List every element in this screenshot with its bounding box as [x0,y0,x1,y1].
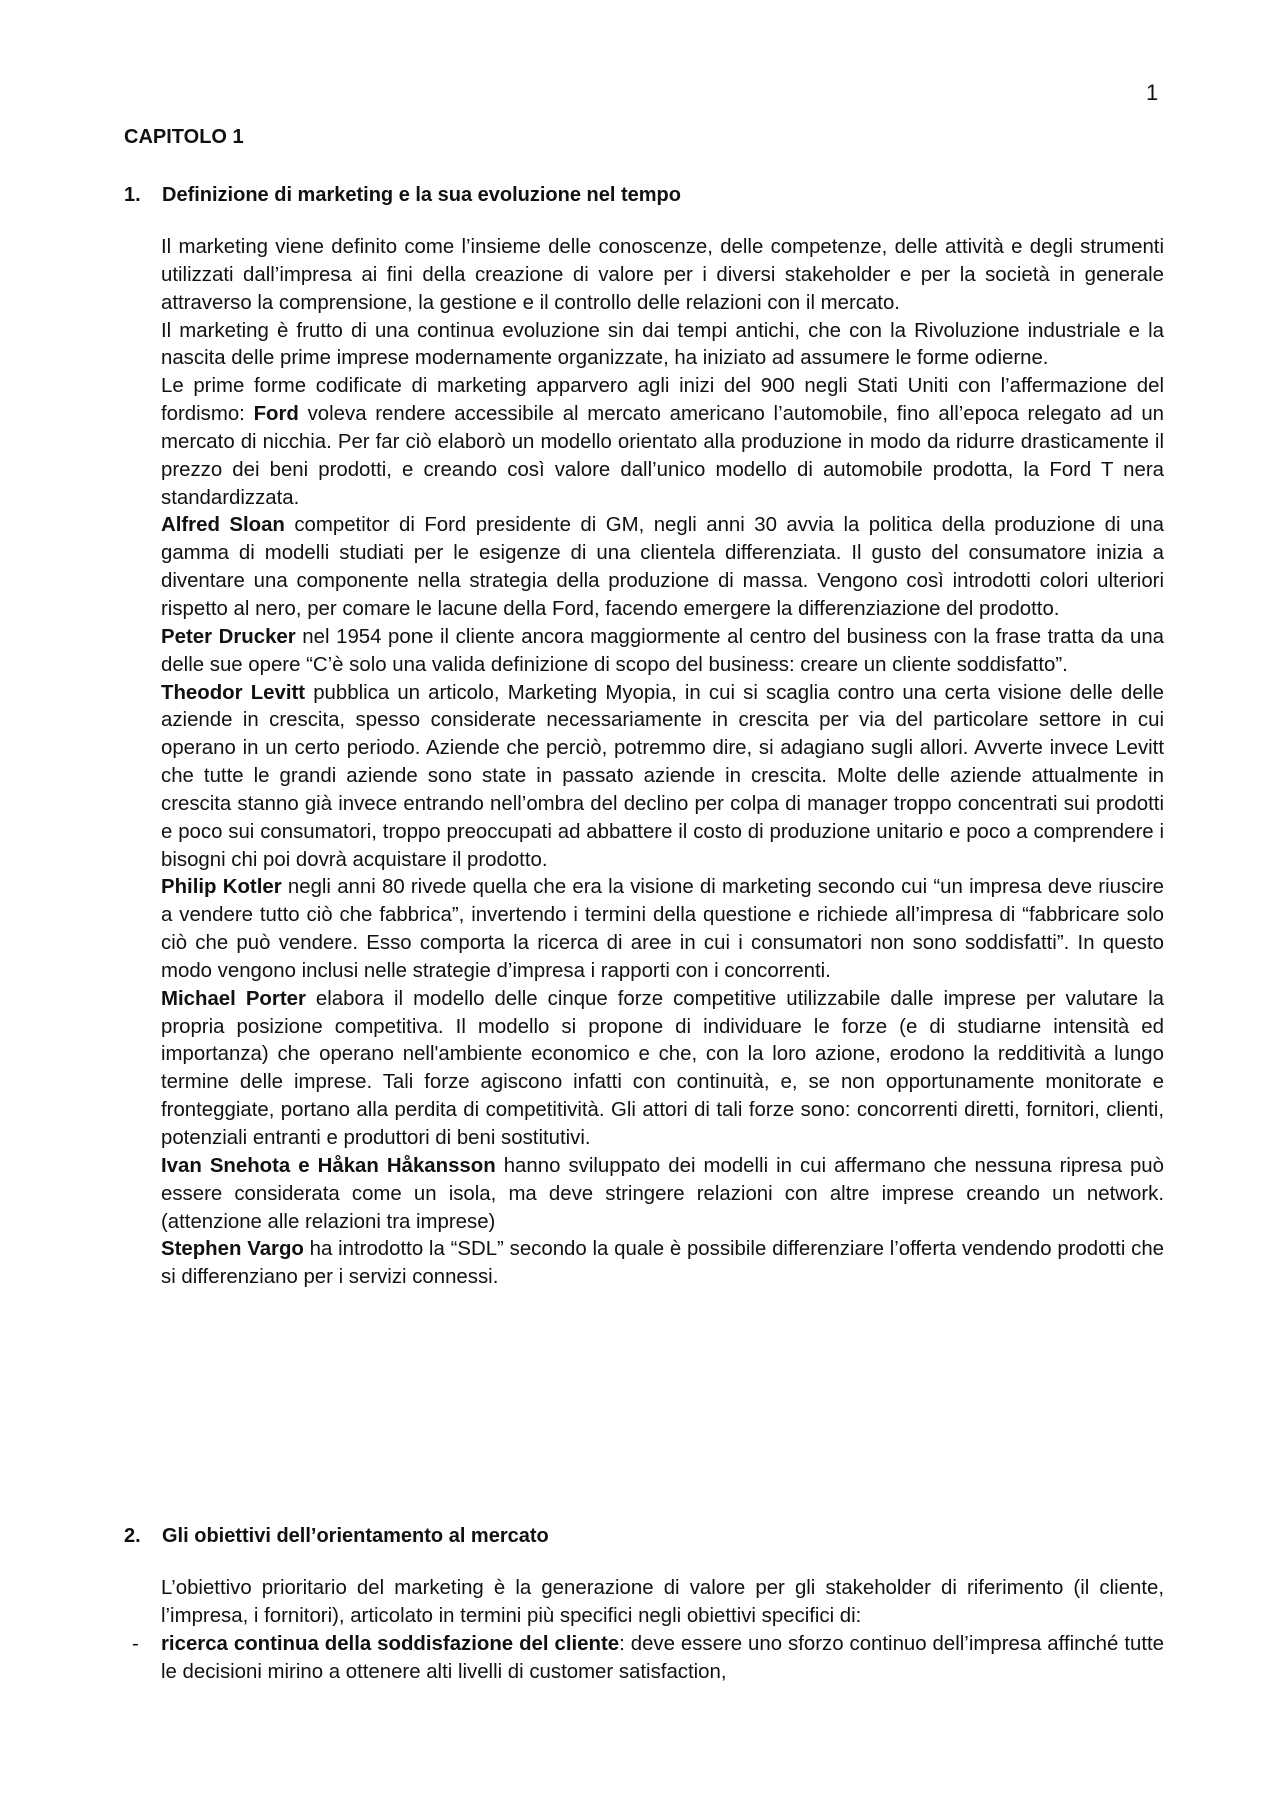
paragraph-text: competitor di Ford presidente di GM, negli anni 30 avvia la politica della produzione di una gamma di modelli studiati per le esigenze di una clientela differenziata. Il gusto del consumatore inizia a diventare una componente nella strategia della produzione di massa. Vengono così introdotti colori ulteriori rispetto al nero, per comare le lacune della Ford, facendo emergere la differenziazione del prodotto. [161,514,1164,620]
objectives-list [132,1631,1164,1687]
section-body-2 [132,1575,1164,1686]
section-body-1 [161,234,1164,1292]
bold-name-ford: Ford [253,403,299,426]
paragraph-text: Le prime forme codificate di marketing apparvero agli inizi del 900 negli Stati Uniti con l’affermazione del fordismo: [161,375,1164,426]
section-heading-2 [124,1523,549,1549]
dash-bullet-icon: - [132,1632,139,1655]
paragraph-text: hanno sviluppato dei modelli in cui affermano che nessuna ripresa può essere considerata come un isola, ma deve stringere relazioni con altre imprese creando un network. (attenzione alle relazioni tra imprese) [161,1154,1164,1233]
paragraph-text: voleva rendere accessibile al mercato americano l’automobile, fino all’epoca relegato ad un mercato di nicchia. Per far ciò elaborò un modello orientato alla produzione in modo da ridurre drasticamente il prezzo dei beni prodotti, e creando così valore dall’unico modello di automobile prodotta, la Ford T nera standardizzata. [161,403,1164,509]
paragraph-text: pubblica un articolo, Marketing Myopia, in cui si scaglia contro una certa visione delle delle aziende in crescita, spesso considerate necessariamente in crescita per via del particolare settore in cui operano in un certo periodo. Aziende che perciò, potremmo dire, si adagiano sugli allori. Avverte invece Levitt che tutte le grandi aziende sono state in passato aziende in crescita. Molte delle aziende attualmente in crescita stanno già invece entrando nell’ombra del declino per colpa di manager troppo concentrati sui prodotti e poco sui consumatori, troppo preoccupati ad abbattere il costo di produzione unitario e poco a comprendere i bisogni chi poi dovrà acquistare il prodotto. [161,681,1164,871]
section-heading-1 [124,182,681,208]
bold-term: ricerca continua della soddisfazione del cliente [161,1632,620,1655]
paragraph-porter [161,986,1164,1153]
chapter-title: CAPITOLO 1 [124,126,244,148]
paragraph-snehota-hakansson [161,1153,1164,1237]
paragraph-sloan [161,512,1164,623]
paragraph-evolution [161,318,1164,374]
bold-name: Stephen Vargo [161,1238,304,1261]
paragraph-text: elabora il modello delle cinque forze competitive utilizzabile dalle imprese per valutare la propria posizione competitiva. Il modello si propone di individuare le forze (e di studiarne intensità ed importanza) che operano nell'ambiente economico e che, con la loro azione, erodono la redditività a lungo termine delle imprese. Tali forze agiscono infatti con continuità, e, se non opportunamente monitorate e fronteggiate, portano alla perdita di competitività. Gli attori di tali forze sono: concorrenti diretti, fornitori, clienti, potenziali entranti e produttori di beni sostitutivi. [161,987,1164,1149]
list-item [132,1631,1164,1687]
paragraph-text: Il marketing è frutto di una continua evoluzione sin dai tempi antichi, che con la Rivoluzione industriale e la nascita delle prime imprese modernamente organizzate, ha iniziato ad assumere le forme odierne. [161,319,1164,370]
bold-name: Michael Porter [161,987,306,1010]
page-number: 1 [1146,80,1159,105]
bold-name: Ivan Snehota e Håkan Håkansson [161,1154,496,1177]
paragraph-drucker [161,624,1164,680]
bold-name: Alfred Sloan [161,514,285,537]
paragraph-intro [161,1575,1164,1631]
section-number: 2. [124,1525,141,1547]
paragraph-definition [161,234,1164,318]
paragraph-text: ha introdotto la “SDL” secondo la quale è possibile differenziare l’offerta vendendo prodotti che si differenziano per i servizi connessi. [161,1238,1165,1289]
paragraph-levitt [161,680,1164,875]
paragraph-kotler [161,874,1164,985]
paragraph-ford [161,373,1164,512]
paragraph-text: L’obiettivo prioritario del marketing è la generazione di valore per gli stakeholder di riferimento (il cliente, l’impresa, i fornitori), articolato in termini più specifici negli obiettivi specifici di: [161,1577,1164,1627]
bold-name: Theodor Levitt [161,681,306,704]
paragraph-text: nel 1954 pone il cliente ancora maggiormente al centro del business con la frase tratta da una delle sue opere “C’è solo una valida definizione di scopo del business: creare un cliente soddisfatto”. [161,625,1164,676]
section-title: Definizione di marketing e la sua evoluzione nel tempo [162,184,681,206]
bold-name: Philip Kotler [161,876,282,899]
paragraph-vargo [161,1236,1164,1292]
bold-name: Peter Drucker [161,625,296,648]
section-number: 1. [124,184,141,206]
section-title: Gli obiettivi dell’orientamento al mercato [162,1525,549,1547]
paragraph-text: Il marketing viene definito come l’insieme delle conoscenze, delle competenze, delle attività e degli strumenti utilizzati dall’impresa ai fini della creazione di valore per i diversi stakeholder e per la società in generale attraverso la comprensione, la gestione e il controllo delle relazioni con il mercato. [161,236,1164,314]
list-item-text: : deve essere uno sforzo continuo dell’impresa affinché tutte le decisioni mirino a ottenere alti livelli di customer satisfaction, [161,1632,1164,1683]
paragraph-text: negli anni 80 rivede quella che era la visione di marketing secondo cui “un impresa deve riuscire a vendere tutto ciò che fabbrica”, invertendo i termini della questione e richiede all’impresa di “fabbricare solo ciò che può vendere. Esso comporta la ricerca di aree in cui i consumatori non sono soddisfatti”. In questo modo vengono inclusi nelle strategie d’impresa i rapporti con i concorrenti. [161,876,1164,982]
